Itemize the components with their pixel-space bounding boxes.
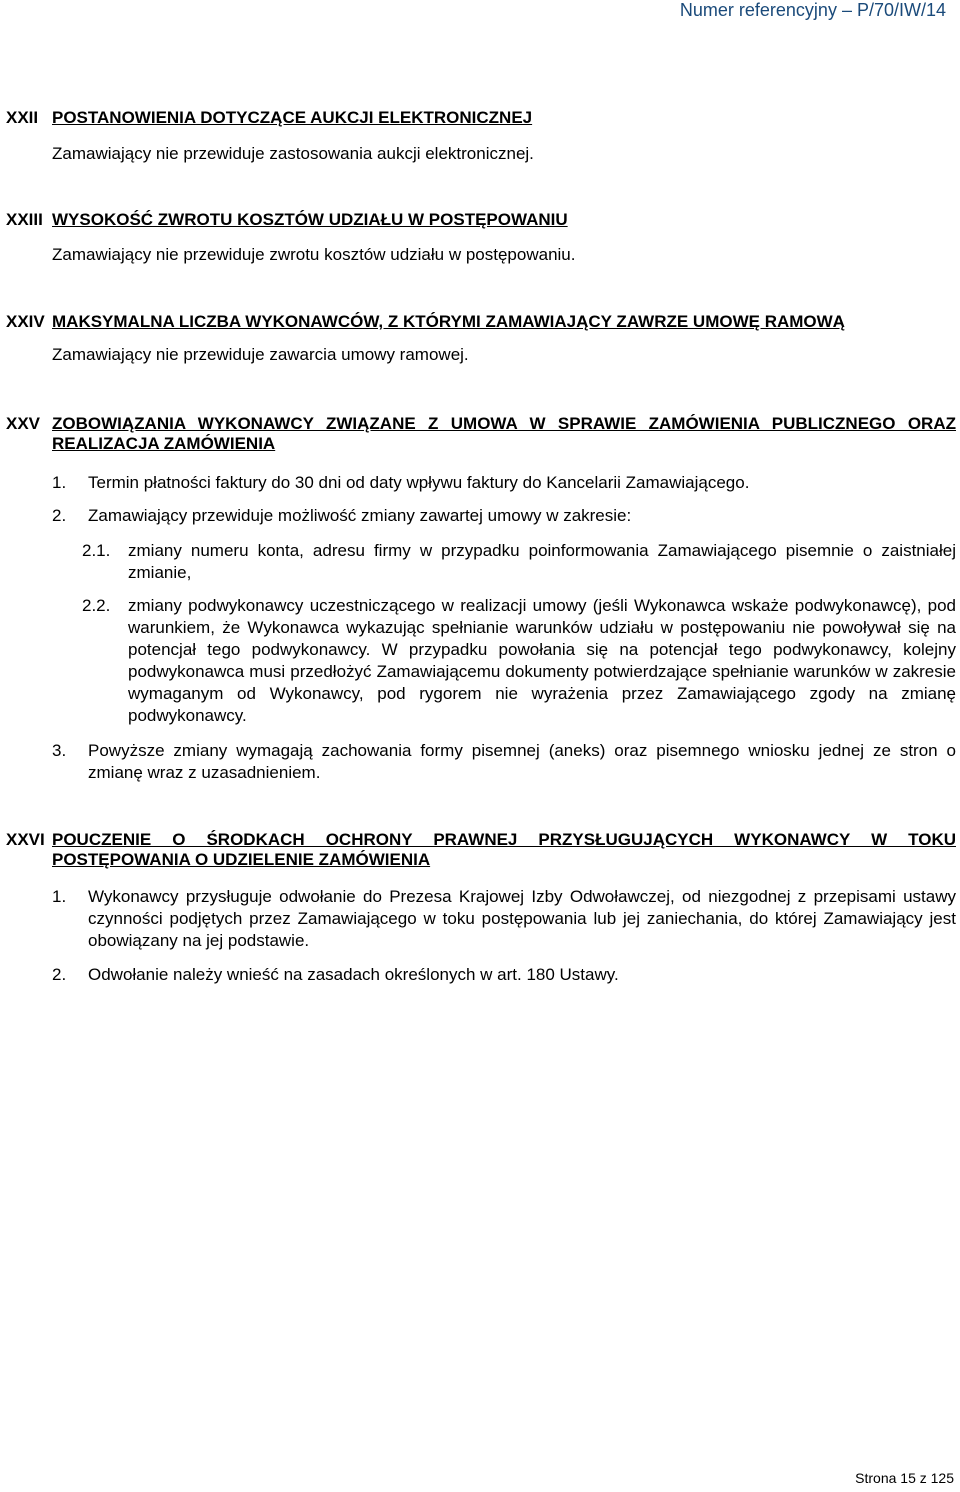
section-text: Zamawiający nie przewiduje zawarcia umowy ramowej. bbox=[52, 345, 469, 364]
section-number: XXII bbox=[6, 108, 39, 127]
page-number: Strona 15 z 125 bbox=[855, 1470, 954, 1486]
list-item-text: Termin płatności faktury do 30 dni od daty wpływu faktury do Kancelarii Zamawiającego. bbox=[88, 473, 750, 492]
sub-list-item-text: zmiany podwykonawcy uczestniczącego w realizacji umowy (jeśli Wykonawca wskaże podwykonawcę), pod warunkiem, że Wykonawca wykazując spełnianie warunków udziału w postępowaniu nie powoływał się na potencjał tego podwykonawcy. W przypadku powołania się na potencjał tego podwykonawcy, kolejny podwykonawca musi przedłożyć Zamawiającemu dokumenty potwierdzające spełnianie warunków w zakresie wymaganym od Wykonawcy, pod rygorem nie wyrażenia przez Zamawiającego zgody na zmianę podwykonawcy. bbox=[128, 596, 956, 725]
list-item-number: 1. bbox=[52, 473, 67, 492]
section-text: Zamawiający nie przewiduje zwrotu kosztów udziału w postępowaniu. bbox=[52, 245, 576, 264]
section-title: ZOBOWIĄZANIA WYKONAWCY ZWIĄZANE Z UMOWA W SPRAWIE ZAMÓWIENIA PUBLICZNEGO ORAZ REALIZACJA ZAMÓWIENIA bbox=[52, 414, 956, 453]
sub-list-item-number: 2.2. bbox=[82, 596, 111, 615]
section-title: POUCZENIE O ŚRODKACH OCHRONY PRAWNEJ PRZYSŁUGUJĄCYCH WYKONAWCY W TOKU POSTĘPOWANIA O UDZIELENIE ZAMÓWIENIA bbox=[52, 830, 956, 869]
list-item-number: 2. bbox=[52, 506, 67, 525]
sub-list-item-number: 2.1. bbox=[82, 541, 111, 560]
section-title: MAKSYMALNA LICZBA WYKONAWCÓW, Z KTÓRYMI ZAMAWIAJĄCY ZAWRZE UMOWĘ RAMOWĄ bbox=[52, 312, 845, 331]
list-item-number: 1. bbox=[52, 887, 67, 906]
list-item-text: Zamawiający przewiduje możliwość zmiany zawartej umowy w zakresie: bbox=[88, 506, 632, 525]
section-number: XXVI bbox=[6, 830, 45, 849]
section-title: WYSOKOŚĆ ZWROTU KOSZTÓW UDZIAŁU W POSTĘPOWANIU bbox=[52, 210, 568, 229]
section-text: Zamawiający nie przewiduje zastosowania aukcji elektronicznej. bbox=[52, 144, 534, 163]
section-title: POSTANOWIENIA DOTYCZĄCE AUKCJI ELEKTRONICZNEJ bbox=[52, 108, 533, 127]
list-item-text: Wykonawcy przysługuje odwołanie do Prezesa Krajowej Izby Odwoławczej, od niezgodnej z przepisami ustawy czynności podjętych przez Zamawiającego w toku postępowania lub jej zaniechania, do której Zamawiający jest obowiązany na jej podstawie. bbox=[88, 887, 956, 950]
section-number: XXIII bbox=[6, 210, 43, 229]
list-item-number: 3. bbox=[52, 741, 67, 760]
list-item-text: Powyższe zmiany wymagają zachowania formy pisemnej (aneks) oraz pisemnego wniosku jednej ze stron o zmianę wraz z uzasadnieniem. bbox=[88, 741, 956, 782]
section-number: XXV bbox=[6, 414, 41, 433]
list-item-text: Odwołanie należy wnieść na zasadach określonych w art. 180 Ustawy. bbox=[88, 965, 619, 984]
document-reference-number: Numer referencyjny – P/70/IW/14 bbox=[679, 0, 946, 20]
section-number: XXIV bbox=[6, 312, 45, 331]
sub-list-item-text: zmiany numeru konta, adresu firmy w przypadku poinformowania Zamawiającego pisemnie o zaistniałej zmianie, bbox=[128, 541, 956, 582]
list-item-number: 2. bbox=[52, 965, 67, 984]
